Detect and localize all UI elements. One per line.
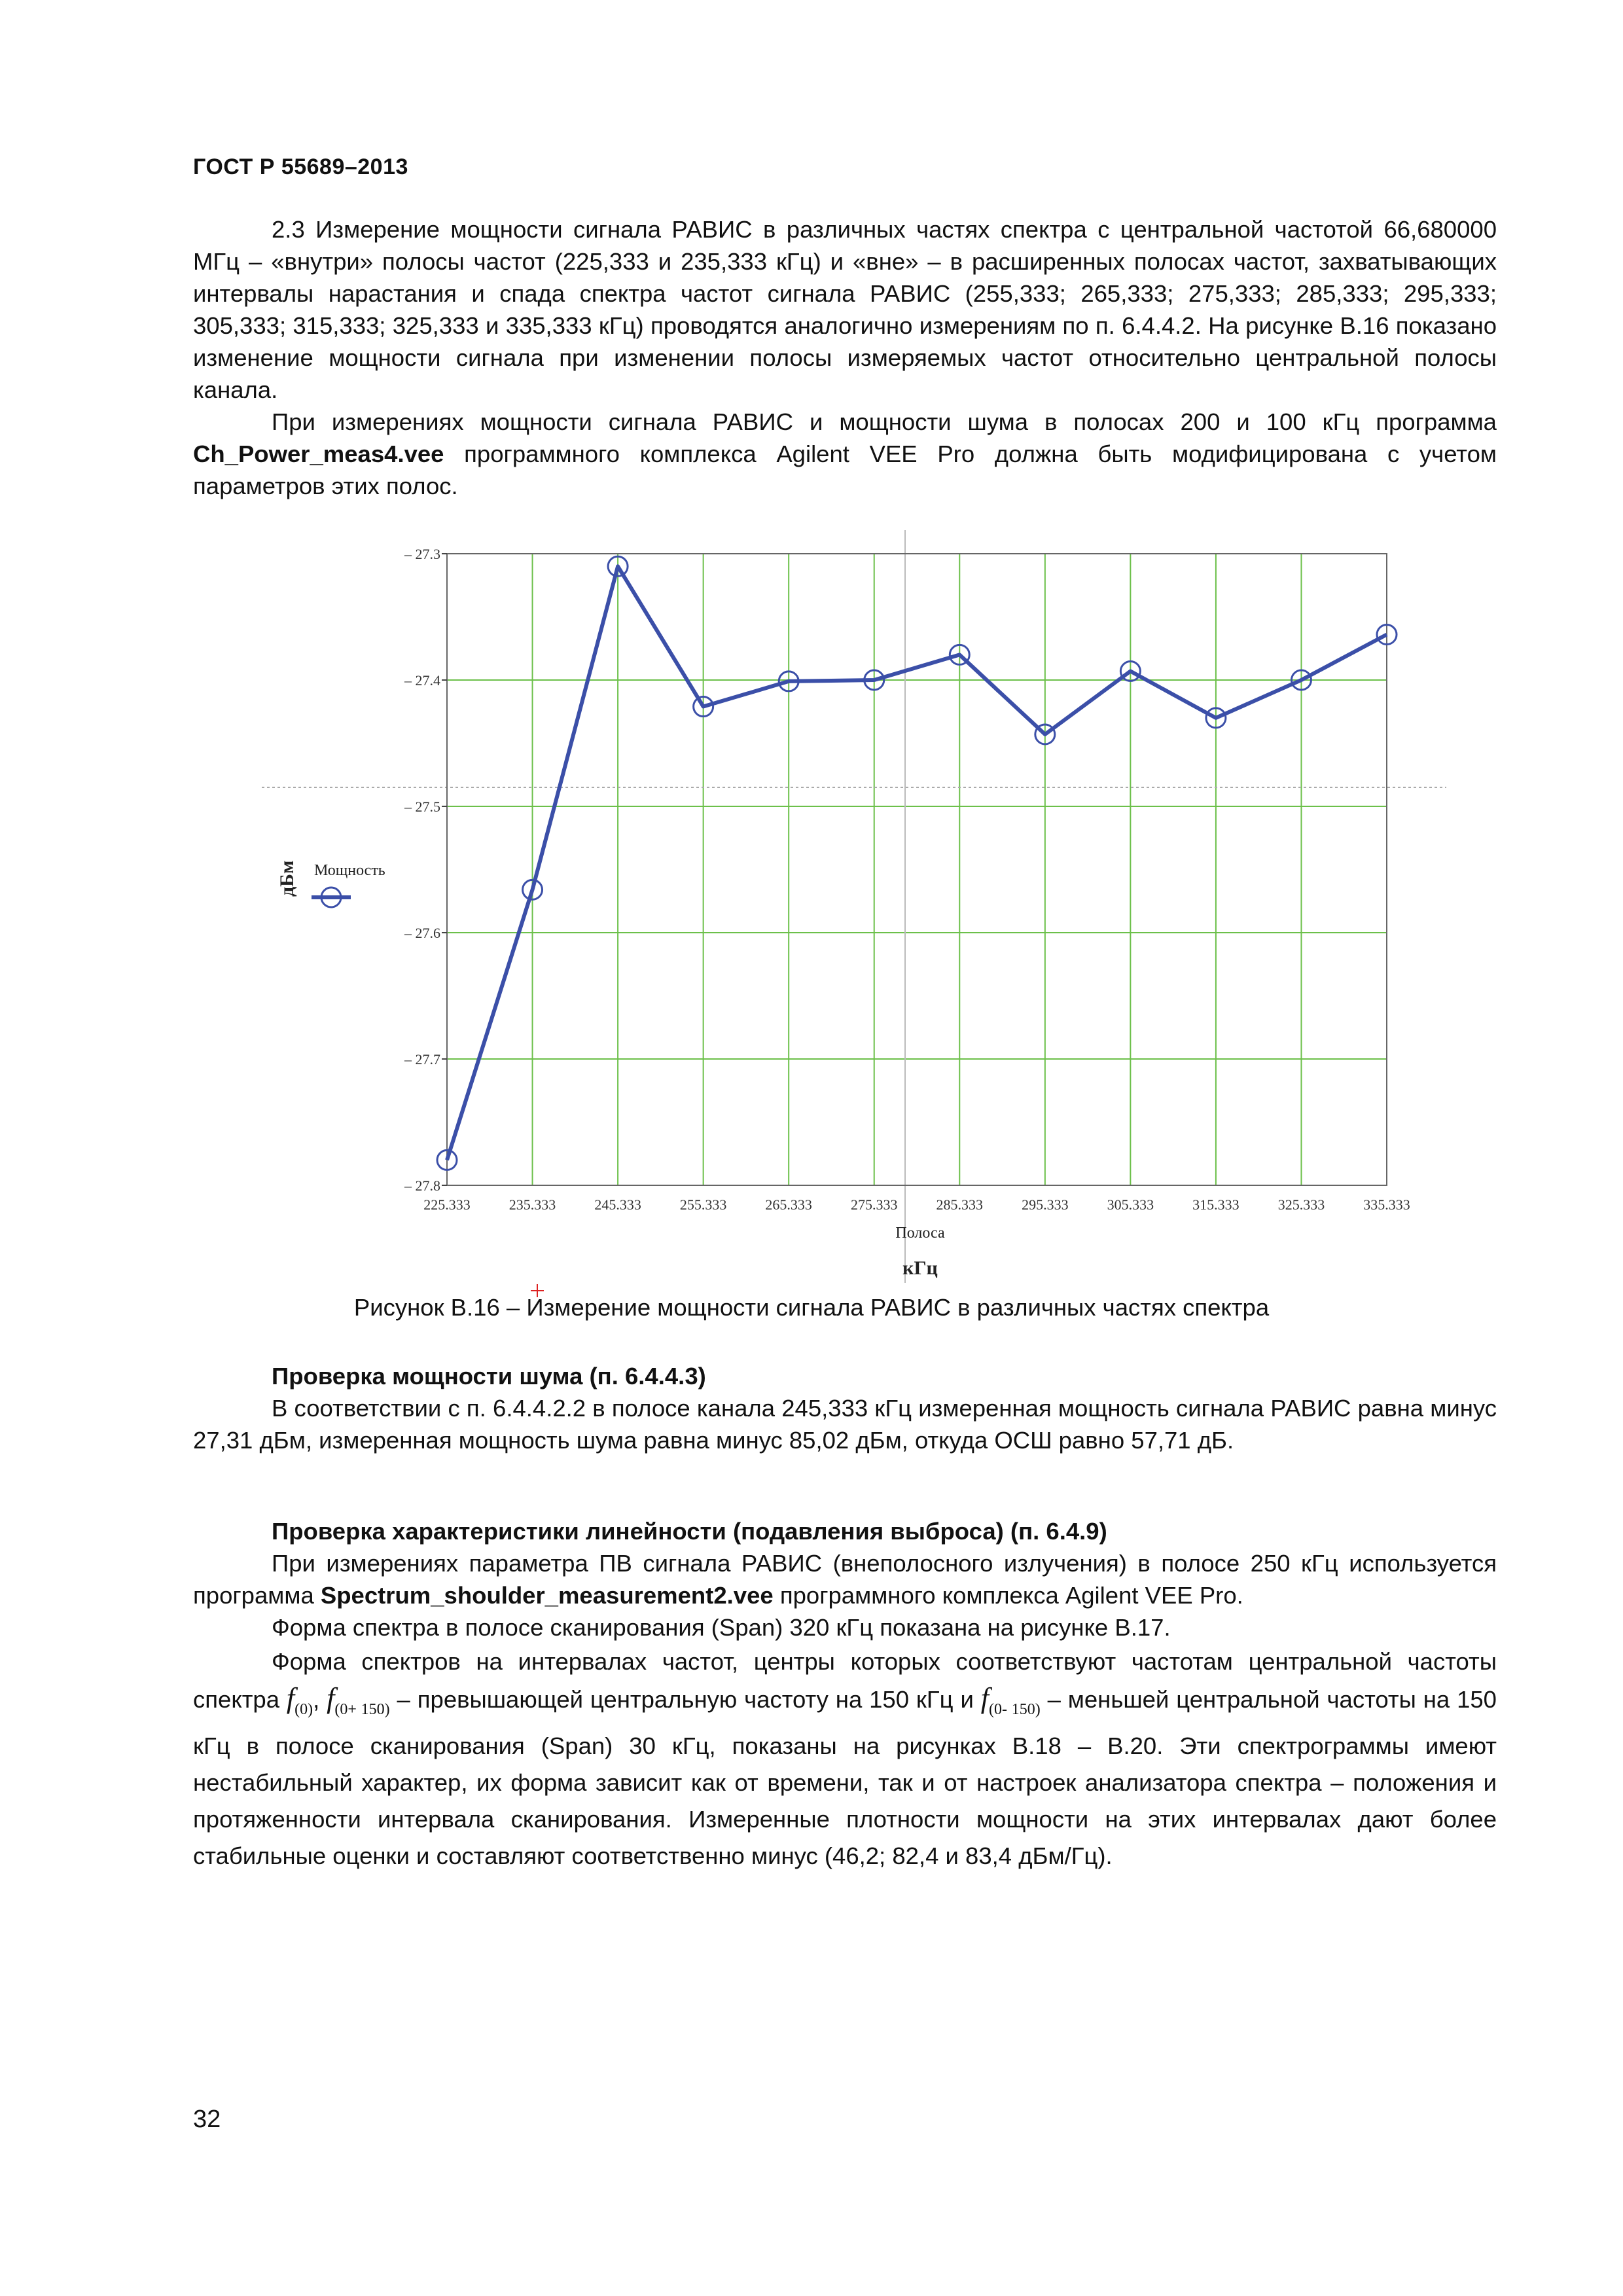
x-tick-label: 235.333 xyxy=(508,1196,556,1213)
data-point xyxy=(694,697,713,717)
x-tick-label: 255.333 xyxy=(679,1196,727,1213)
legend-marker xyxy=(321,888,341,907)
legend-label: Мощность xyxy=(314,862,385,879)
formula-f-minus-150: $f_{(0- 150)}$ xyxy=(980,1682,1041,1718)
x-tick-label: 275.333 xyxy=(850,1196,898,1213)
program-name: Ch_Power_meas4.vee xyxy=(193,440,444,467)
figure-caption: Рисунок В.16 – Измерение мощности сигнала РАВИС в различных частях спектра xyxy=(353,1294,1270,1321)
y-tick-label: – 27.6 xyxy=(404,925,440,941)
data-point xyxy=(1206,708,1226,728)
noise-check-heading: Проверка мощности шума (п. 6.4.4.3) xyxy=(272,1363,706,1390)
document-header: ГОСТ Р 55689–2013 xyxy=(193,154,408,179)
data-point xyxy=(437,1150,457,1170)
noise-check-text: В соответствии с п. 6.4.4.2.2 в полосе канала 245,333 кГц измеренная мощность сигнала РАВИС равна минус 27,31 дБм, измеренная мощность шума равна минус 85,02 дБм, откуда ОСШ равно 57,71 дБ. xyxy=(193,1395,1497,1454)
data-point xyxy=(779,672,798,691)
data-point xyxy=(1377,625,1397,645)
x-tick-label: 285.333 xyxy=(936,1196,984,1213)
data-point xyxy=(950,645,969,664)
data-point xyxy=(523,880,543,899)
plot-area-border xyxy=(447,554,1387,1185)
x-axis-label: Полоса xyxy=(895,1225,945,1242)
linearity-check-section xyxy=(193,1515,1497,1874)
noise-check-section xyxy=(193,1360,1497,1456)
x-tick-label: 265.333 xyxy=(765,1196,812,1213)
linearity-paragraph-2: Форма спектра в полосе сканирования (Span) 320 кГц показана на рисунке В.17. xyxy=(272,1614,1171,1641)
formula-f-plus-150: $f_{(0+ 150)}$ xyxy=(327,1682,390,1718)
data-point xyxy=(1035,725,1055,744)
section-2-3 xyxy=(193,213,1497,502)
linearity-paragraph-3: Форма спектров на интервалах частот, центры которых соответствуют частотам центральной частоты спектра $f_{(0)}$, $f_{(0+ 150)}$ – превышающей центральную частоту на 150 кГц и $f_{(0- 150)}$ – меньшей центральной частоты на 150 кГц в полосе сканирования (Span) 30 кГц, показаны на рисунках В.18 – В.20. Эти спектрограммы имеют нестабильный характер, их форма зависит как от времени, так и от настроек анализатора спектра – положения и протяженности интервала сканирования. Измеренные плотности мощности на этих интервалах дают более стабильные оценки и составляют соответственно минус (46,2; 82,4 и 83,4 дБм/Гц). xyxy=(193,1648,1497,1869)
page-number: 32 xyxy=(193,2106,221,2133)
linearity-check-heading: Проверка характеристики линейности (подавления выброса) (п. 6.4.9) xyxy=(272,1518,1107,1545)
series-line-power xyxy=(447,566,1387,1160)
data-point xyxy=(1291,670,1311,690)
x-tick-label: 295.333 xyxy=(1022,1196,1069,1213)
data-point xyxy=(608,556,628,576)
x-tick-label: 305.333 xyxy=(1107,1196,1154,1213)
paragraph-program-note: При измерениях мощности сигнала РАВИС и мощности шума в полосах 200 и 100 кГц программа Ch_Power_meas4.vee программного комплекса Agilent VEE Pro должна быть модифицирована с учетом параметров этих полос. xyxy=(193,408,1497,499)
x-tick-label: 245.333 xyxy=(594,1196,641,1213)
y-axis-label: дБм xyxy=(276,860,298,897)
y-tick-label: – 27.8 xyxy=(404,1177,440,1194)
y-tick-label: – 27.3 xyxy=(404,546,440,562)
data-point xyxy=(1120,661,1140,681)
x-tick-label: 315.333 xyxy=(1192,1196,1240,1213)
x-tick-label: 335.333 xyxy=(1363,1196,1410,1213)
y-tick-label: – 27.5 xyxy=(404,798,440,815)
x-tick-label: 225.333 xyxy=(423,1196,471,1213)
paragraph-2-3: 2.3 Измерение мощности сигнала РАВИС в различных частях спектра с центральной частотой 66,680000 МГц – «внутри» полосы частот (225,333 и 235,333 кГц) и «вне» – в расширенных полосах частот, захватывающих интервалы нарастания и спада спектра частот сигнала РАВИС (255,333; 265,333; 275,333; 285,333; 295,333; 305,333; 315,333; 325,333 и 335,333 кГц) проводятся аналогично измерениям по п. 6.4.4.2. На рисунке В.16 показано изменение мощности сигнала при изменении полосы измеряемых частот относительно центральной полосы канала. xyxy=(193,216,1497,403)
y-tick-label: – 27.4 xyxy=(404,672,440,689)
program-name-2: Spectrum_shoulder_measurement2.vee xyxy=(320,1582,774,1609)
formula-f0: $f_{(0)}$ xyxy=(286,1682,313,1718)
data-point xyxy=(865,670,884,690)
y-tick-label: – 27.7 xyxy=(404,1051,440,1067)
x-axis-unit: кГц xyxy=(902,1257,938,1279)
x-tick-label: 325.333 xyxy=(1277,1196,1325,1213)
linearity-paragraph-1: При измерениях параметра ПВ сигнала РАВИС (внеполосного излучения) в полосе 250 кГц используется программа Spectrum_shoulder_measurement2.vee программного комплекса Agilent VEE Pro. xyxy=(193,1550,1497,1609)
